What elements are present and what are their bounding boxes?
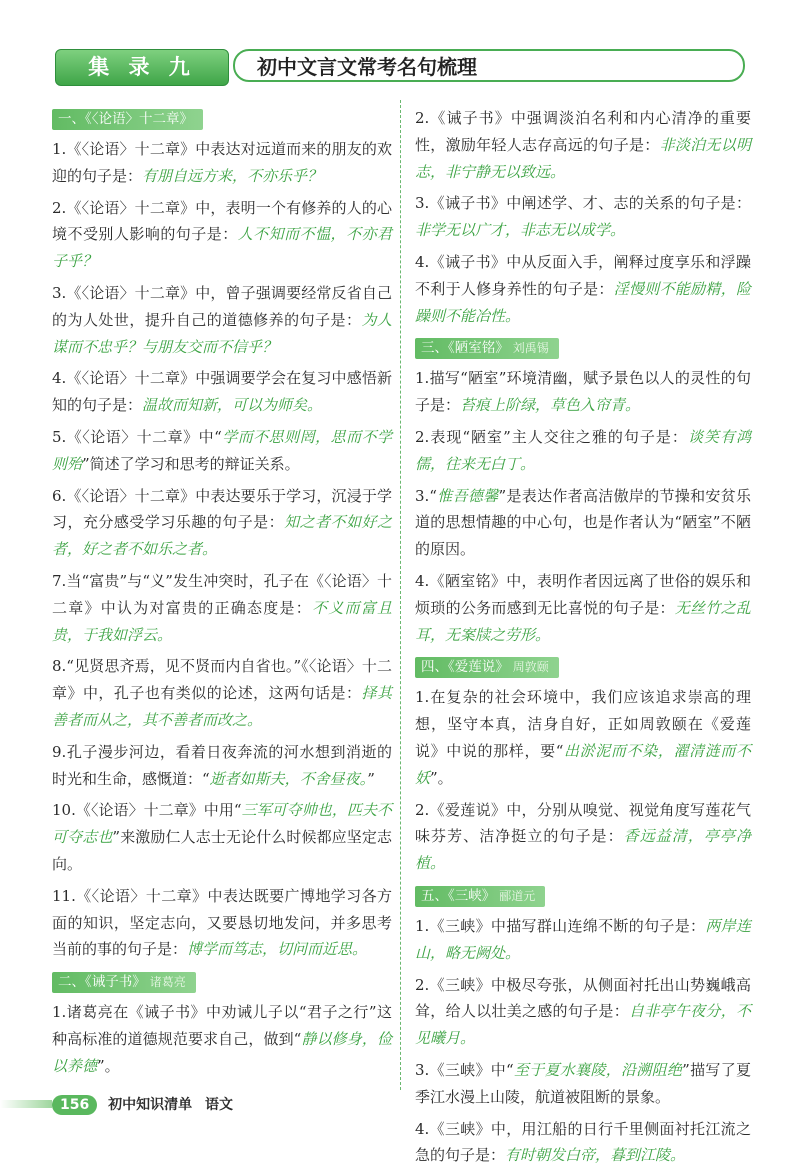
answer-text: 有朋自远方来，不亦乐乎？ [142,166,323,185]
answer-text: 自非亭午夜分，不见曦月。 [415,1002,751,1048]
question-text: 2.《〈论语〉十二章》中，表明一个有修养的人的心境不受别人影响的句子是： [52,198,392,244]
footer-bar [0,1100,52,1108]
question-text: 11.《〈论语〉十二章》中表达既要广博地学习各方面的知识，坚定志向，又要恳切地发问，并多思考当前的事的句子是： [52,886,392,959]
question-item [415,684,751,791]
answer-text: 不义而富且贵，于我如浮云。 [52,598,392,644]
question-text: 4.《〈论语〉十二章》中强调要学会在复习中感悟新知的句子是： [52,369,392,415]
question-tail: ”简述了学习和思考的辩证关系。 [82,454,300,473]
question-text: 3.《诫子书》中阐述学、才、志的关系的句子是： [415,194,751,213]
answer-text: 非学无以广才，非志无以成学。 [415,221,626,240]
question-tail: ”。 [97,1056,120,1075]
answer-text: 至于夏水襄陵，沿溯阻绝 [513,1060,683,1079]
page-title: 初中文言文常考名句梳理 [233,49,745,82]
answer-text: 静以修身，俭以养德 [52,1029,392,1075]
answer-text: 有时朝发白帝，暮到江陵。 [505,1146,686,1165]
question-item [415,483,751,563]
collection-tag: 集 录 九 [55,49,229,86]
question-item [415,105,751,185]
answer-text: 出淤泥而不染，濯清涟而不妖 [415,741,751,787]
question-text: 2.表现“陋室”主人交往之雅的句子是： [415,427,688,446]
question-tail: ”是表达作者高洁傲岸的节操和安贫乐道的思想情趣的中心句，也是作者认为“陋室”不陋的原因。 [415,486,751,559]
question-item [415,797,751,877]
section-heading-loushiming [415,338,559,359]
answer-text: 为人谋而不忠乎？与朋友交而不信乎？ [52,310,392,356]
question-item [52,797,392,877]
book-name: 初中知识清单 [108,1097,193,1113]
question-item [415,972,751,1052]
section-author: 周敦颐 [512,660,549,675]
question-item [415,568,751,648]
question-item [415,190,751,244]
question-item [415,249,751,329]
question-item [52,883,392,963]
question-item [415,913,751,967]
answer-text: 博学而笃志，切问而近思。 [187,940,368,959]
answer-text: 谈笑有鸿儒，往来无白丁。 [415,427,751,473]
question-text: 2.《爱莲说》中，分别从嗅觉、视觉角度写莲花气味芬芳、洁净挺立的句子是： [415,800,751,846]
question-item [52,568,392,648]
section-author: 刘禹锡 [512,341,549,356]
question-item [415,365,751,419]
section-heading-sanxia [415,886,545,907]
answer-text: 三军可夺帅也，匹夫不可夺志也 [52,801,392,847]
question-text: 6.《〈论语〉十二章》中表达要乐于学习，沉浸于学习，充分感受学习乐趣的句子是： [52,486,392,532]
section-title: 五、《三峡》 [421,887,496,904]
right-column [415,105,751,1174]
answer-text: 淫慢则不能励精，险躁则不能冶性。 [415,279,751,325]
question-text: 1.在复杂的社会环境中，我们应该追求崇高的理想，坚守本真，洁身自好，正如周敦颐在《爱莲说》中说的那样，要“ [415,688,751,760]
section-items-ailianshuo [415,684,751,877]
question-item [52,136,392,190]
answer-text: 逝者如斯夫，不舍昼夜。 [209,769,368,788]
question-text: 4.《诫子书》中从反面入手，阐释过度享乐和浮躁不利于人修身养性的句子是： [415,252,751,298]
section-items-sanxia [415,913,751,1169]
question-item [52,653,392,733]
question-text: 5.《〈论语〉十二章》中“ [52,427,222,446]
answer-text: 人不知而不愠，不亦君子乎？ [52,225,392,271]
left-column [52,105,392,1085]
answer-text: 香远益清，亭亭净植。 [415,827,751,873]
question-text: 1.《三峡》中描写群山连绵不断的句子是： [415,916,706,935]
subject-name: 语文 [204,1097,233,1113]
question-tail: ”描写了夏季江水漫上山陵，航道被阻断的景象。 [415,1060,751,1106]
answer-text: 择其善者而从之，其不善者而改之。 [52,684,392,729]
question-text: 3.“ [415,486,437,505]
page-number: 156 [52,1095,97,1115]
question-text: 10.《〈论语〉十二章》中用“ [52,801,242,820]
section-title: 三、《陋室铭》 [421,340,509,357]
section-heading-jiezishu [52,972,196,993]
section-items-loushiming [415,365,751,648]
answer-text: 无丝竹之乱耳，无案牍之劳形。 [415,598,751,644]
answer-text: 惟吾德馨 [436,486,499,505]
question-text: 4.《三峡》中，用江船的日行千里侧面衬托江流之急的句子是： [415,1119,751,1165]
section-heading-lunyu [52,109,203,130]
section-title: 一、《〈论语〉十二章》 [58,111,193,127]
question-item [415,424,751,478]
question-item [52,483,392,563]
question-item [52,280,392,360]
question-item [52,424,392,478]
question-item [52,365,392,419]
answer-text: 温故而知新，可以为师矣。 [142,396,323,415]
question-text: 3.《三峡》中“ [415,1060,514,1079]
question-item [52,195,392,275]
page-footer [52,1094,233,1116]
question-text: 8.“见贤思齐焉，见不贤而内自省也。”《〈论语〉十二章》中，孔子也有类似的论述，这两句话是： [52,657,392,703]
question-text: 9.孔子漫步河边，看着日夜奔流的河水想到消逝的时光和生命，感慨道：“ [52,742,392,788]
answer-text: 苔痕上阶绿，草色入帘青。 [460,396,641,415]
section-title: 二、《诫子书》 [58,974,146,991]
question-item [52,739,392,793]
question-tail: ”。 [430,768,453,787]
page-header [55,49,747,86]
question-tail: ”来激励仁人志士无论什么时候都应坚定志向。 [52,828,392,873]
question-text: 2.《三峡》中极尽夸张，从侧面衬托出山势巍峨高耸，给人以壮美之感的句子是： [415,975,751,1021]
section-author: 诸葛亮 [149,975,186,990]
question-text: 1.《〈论语〉十二章》中表达对远道而来的朋友的欢迎的句子是： [52,140,392,185]
section-items-lunyu [52,136,392,963]
question-text: 2.《诫子书》中强调淡泊名利和内心清净的重要性，激励年轻人志存高远的句子是： [415,109,751,154]
answer-text: 知之者不如好之者，好之者不如乐之者。 [52,513,392,559]
question-tail: ” [367,769,375,788]
section-items-jiezishu [52,999,392,1079]
section-title: 四、《爱莲说》 [421,659,509,676]
column-divider [400,100,401,1090]
question-text: 7.当“富贵”与“义”发生冲突时，孔子在《〈论语〉十二章》中认为对富贵的正确态度是： [52,571,392,617]
question-text: 1.诸葛亮在《诫子书》中劝诫儿子以“君子之行”这种高标准的道德规范要求自己，做到“ [52,1003,392,1048]
section-heading-ailianshuo [415,657,559,678]
answer-text: 学而不思则罔，思而不学则殆 [52,427,392,473]
answer-text: 两岸连山，略无阙处。 [415,916,751,962]
question-item [415,1116,751,1170]
question-text: 3.《〈论语〉十二章》中，曾子强调要经常反省自己的为人处世，提升自己的道德修养的句子是： [52,283,392,329]
answer-text: 非淡泊无以明志，非宁静无以致远。 [415,135,751,181]
question-item [52,999,392,1079]
question-text: 1.描写“陋室”环境清幽，赋予景色以人的灵性的句子是： [415,369,751,415]
section-author: 郦道元 [499,888,536,903]
question-text: 4.《陋室铭》中，表明作者因远离了世俗的娱乐和烦琐的公务而感到无比喜悦的句子是： [415,571,751,617]
section-items-jiezishu-cont [415,105,751,329]
question-item [415,1057,751,1111]
